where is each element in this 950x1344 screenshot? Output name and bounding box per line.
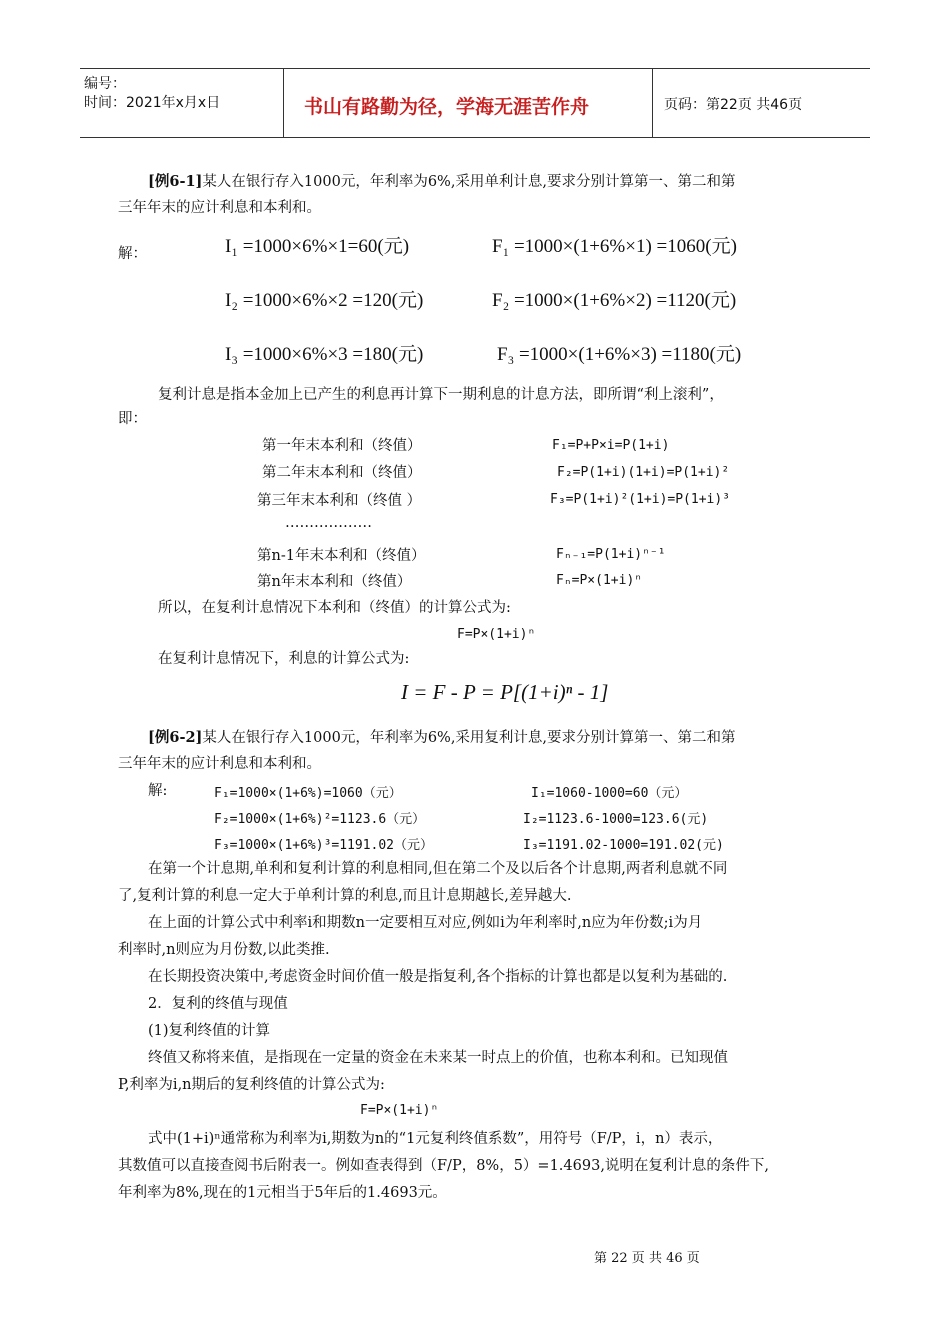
ex2-f2: F₂=1000×(1+6%)²=1123.6（元） <box>214 812 426 827</box>
fv-row-ellipsis: ……………… <box>285 515 372 531</box>
paragraph-line: 年利率为8%,现在的1元相当于5年后的1.4693元。 <box>118 1185 447 1201</box>
fv-row-formula: Fₙ₋₁=P(1+i)ⁿ⁻¹ <box>556 547 666 562</box>
fv-formula: F=P×(1+i)ⁿ <box>360 1103 439 1118</box>
interest-formula: I = F - P = P[(1+i)ⁿ - 1] <box>401 680 609 704</box>
example-2-text: 某人在银行存入1000元，年利率为6%,采用复利计息,要求分别计算第一、第二和第 <box>202 730 736 746</box>
solution-label: 解： <box>118 246 147 262</box>
fv-row-label: 第n-1年末本利和（终值） <box>257 548 426 564</box>
example-1-label: [例6-1] <box>148 173 203 190</box>
header-number-label: 编号： <box>84 76 126 92</box>
paragraph-line: 利率时,n则应为月份数,以此类推. <box>118 942 330 958</box>
paragraph-line: 其数值可以直接查阅书后附表一。例如查表得到（F/P，8%，5）=1.4693,说明在复利计息的条件下, <box>118 1158 770 1174</box>
ex2-i1: I₁=1060-1000=60（元） <box>531 786 688 801</box>
fv-row-label: 第n年末本利和（终值） <box>257 574 412 590</box>
header-page-number: 页码：第22页 共46页 <box>664 97 803 113</box>
paragraph-line: 式中(1+i)ⁿ通常称为利率为i,期数为n的“1元复利终值系数”，用符号（F/P，i，n）表示， <box>148 1131 723 1147</box>
paragraph-line: P,利率为i,n期后的复利终值的计算公式为: <box>118 1077 385 1093</box>
page-footer: 第 22 页 共 46 页 <box>594 1251 700 1266</box>
formula-i1: I₁ =1000×6%×1=60(元) <box>225 236 410 257</box>
formula-f2: F₂ =1000×(1+6%×2) =1120(元) <box>492 290 737 311</box>
example-1-text: 某人在银行存入1000元，年利率为6%,采用单利计息,要求分别计算第一、第二和第 <box>202 174 736 190</box>
example-1-line-2: 三年年末的应计利息和本利和。 <box>118 200 321 216</box>
example-1-line-1 <box>148 168 736 196</box>
ex2-f3: F₃=1000×(1+6%)³=1191.02（元） <box>214 838 434 853</box>
header-date: 时间：2021年x月x日 <box>84 95 221 111</box>
example-2-line-1 <box>148 724 736 752</box>
formula-i3: I₃ =1000×6%×3 =180(元) <box>225 344 424 365</box>
fv-row-label: 第二年末本利和（终值） <box>262 465 422 481</box>
fv-row-formula: Fₙ=P×(1+i)ⁿ <box>556 573 643 588</box>
formula-f1: F₁ =1000×(1+6%×1) =1060(元) <box>492 236 737 257</box>
interest-formula-intro: 在复利计息情况下，利息的计算公式为: <box>158 651 410 667</box>
section-heading: 2．复利的终值与现值 <box>148 996 288 1012</box>
fv-row-formula: F₁=P+P×i=P(1+i) <box>552 438 670 453</box>
fv-row-label: 第三年末本利和（终值 ） <box>257 493 422 509</box>
paragraph-line: 终值又称将来值，是指现在一定量的资金在未来某一时点上的价值，也称本利和。已知现值 <box>148 1050 728 1066</box>
header-divider <box>283 69 284 137</box>
fv-summary-text: 所以，在复利计息情况下本利和（终值）的计算公式为: <box>158 600 511 616</box>
paragraph-line: 在上面的计算公式中利率i和期数n一定要相互对应,例如i为年利率时,n应为年份数;i为月 <box>148 915 703 931</box>
fv-row-formula: F₂=P(1+i)(1+i)=P(1+i)² <box>557 465 730 480</box>
header-motto: 书山有路勤为径，学海无涯苦作舟 <box>304 96 590 118</box>
ex2-i2: I₂=1123.6-1000=123.6(元) <box>523 812 709 827</box>
header-divider <box>652 69 653 137</box>
paragraph-line: 在第一个计息期,单利和复利计算的利息相同,但在第二个及以后各个计息期,两者利息就不同 <box>148 861 728 877</box>
compound-intro-line-2: 即： <box>118 411 147 427</box>
compound-intro-line-1: 复利计息是指本金加上已产生的利息再计算下一期利息的计息方法，即所谓“利上滚利”， <box>158 387 724 403</box>
fv-row-formula: F₃=P(1+i)²(1+i)=P(1+i)³ <box>550 492 731 507</box>
subsection-heading: (1)复利终值的计算 <box>148 1023 271 1039</box>
ex2-i3: I₃=1191.02-1000=191.02(元) <box>523 838 724 853</box>
example-2-label: [例6-2] <box>148 729 203 746</box>
formula-i2: I₂ =1000×6%×2 =120(元) <box>225 290 424 311</box>
paragraph-line: 在长期投资决策中,考虑资金时间价值一般是指复利,各个指标的计算也都是以复利为基础的. <box>148 969 728 985</box>
ex2-f1: F₁=1000×(1+6%)=1060（元） <box>214 786 402 801</box>
paragraph-line: 了,复利计算的利息一定大于单利计算的利息,而且计息期越长,差异越大. <box>118 888 572 904</box>
solution-label: 解: <box>148 783 168 799</box>
formula-f3: F₃ =1000×(1+6%×3) =1180(元) <box>497 344 742 365</box>
fv-row-label: 第一年末本利和（终值） <box>262 438 422 454</box>
example-2-line-2: 三年年末的应计利息和本利和。 <box>118 756 321 772</box>
fv-formula: F=P×(1+i)ⁿ <box>457 627 536 642</box>
